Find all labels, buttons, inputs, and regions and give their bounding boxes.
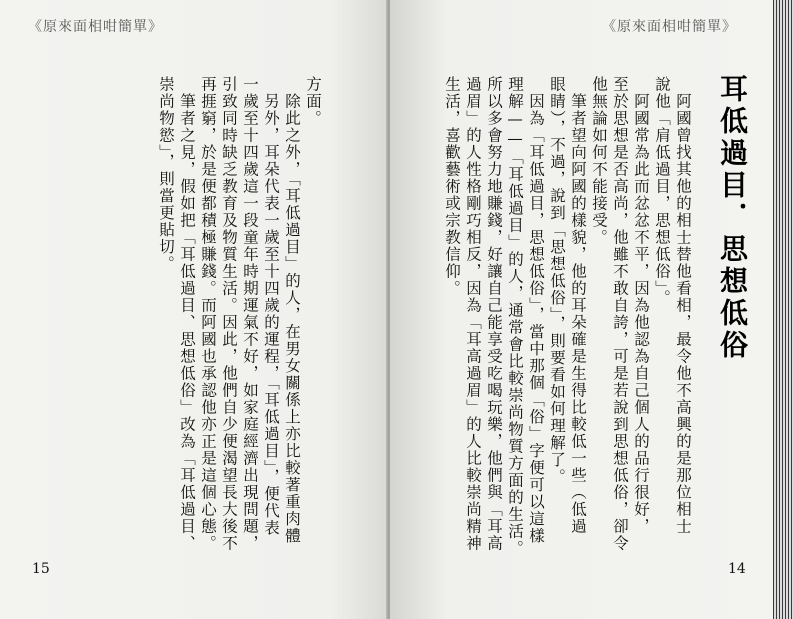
text-column: 再捱窮，於是便都積極賺錢。而阿國也承認他亦正是這個心態。 <box>199 76 217 552</box>
page-number: 15 <box>32 561 50 577</box>
text-column: 筆者之見，假如把「耳低過目、思想低俗」改為「耳低過目、 <box>178 76 196 552</box>
text-column: 方面。 <box>304 76 322 127</box>
text-column: 眼睛），不過，說到「思想低俗」，則要看如何理解了。 <box>548 76 566 486</box>
text-column: 筆者望向阿國的樣貌，他的耳朵確是生得比較低一些（低過 <box>569 76 587 535</box>
text-column: 所以多會努力地賺錢，好讓自己能享受吃喝玩樂，他們與「耳高 <box>485 76 503 552</box>
text-column: 至於思想是否高尚，他雖不敢自誇，可是若說到思想低俗，卻令 <box>611 76 629 552</box>
left-page <box>0 0 388 619</box>
text-column: 一歲至十四歲這一段童年時期運氣不好，如家庭經濟出現問題， <box>241 76 259 552</box>
page-edges <box>773 0 793 619</box>
text-column: 崇尚物慾」，則當更貼切。 <box>157 76 175 273</box>
text-column: 因為「耳低過目，思想低俗」，當中那個「俗」字便可以這樣 <box>527 76 545 545</box>
section-title: 耳低過目．思想低俗 <box>716 74 749 362</box>
text-column: 除此之外，「耳低過目」的人，在男女關係上亦比較著重肉體 <box>283 76 301 545</box>
page-number: 14 <box>728 561 746 577</box>
text-column: 理解——「耳低過目」的人，通常會比較崇尚物質方面的生活。 <box>506 76 524 557</box>
running-header: 《原來面相咁簡單》 <box>602 19 737 35</box>
text-column: 生活，喜歡藝術或宗教信仰。 <box>443 76 461 297</box>
text-column: 過眉」的人性格剛巧相反，因為「耳高過眉」的人比較崇尚精神 <box>464 76 482 552</box>
text-column: 阿國曾找其他的相士替他看相，最令他不高興的是那位相士 <box>674 76 692 535</box>
text-column: 另外，耳朵代表一歲至十四歲的運程，「耳低過目」，便代表 <box>262 76 280 537</box>
right-page <box>390 0 773 619</box>
text-column: 阿國常為此而忿忿不平，因為他認為自己個人的品行很好， <box>632 76 650 535</box>
running-header: 《原來面相咁簡單》 <box>28 19 163 35</box>
text-column: 引致同時缺乏教育及物質生活。因此，他們自少便渴望長大後不 <box>220 76 238 552</box>
text-column: 說他「肩低過目，思想低俗」。 <box>653 76 671 307</box>
text-column: 他無論如何不能接受。 <box>590 76 608 246</box>
